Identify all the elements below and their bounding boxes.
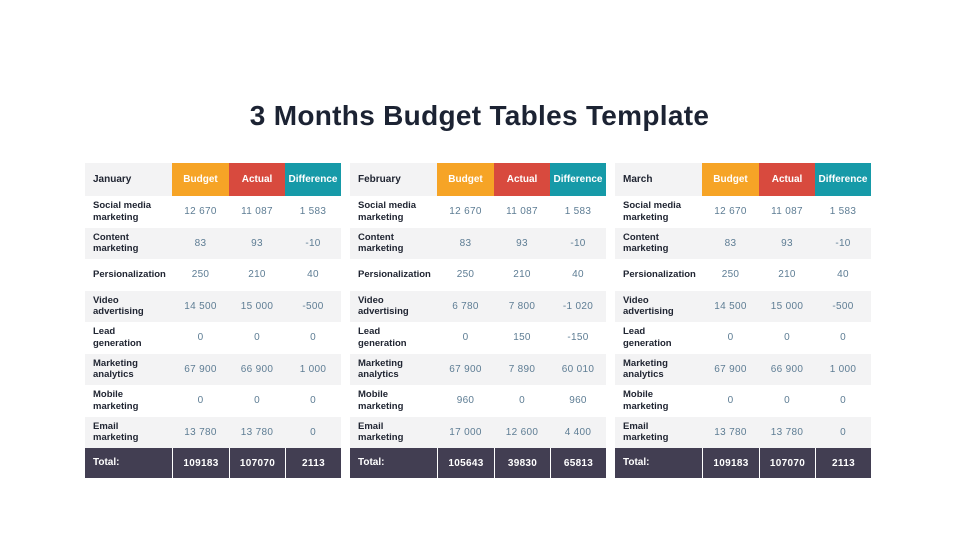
row-value: 4 400 (564, 426, 592, 438)
table-row (350, 417, 606, 449)
row-value: 250 (191, 269, 210, 281)
row-value: 7 890 (508, 363, 536, 375)
row-value: 0 (462, 332, 469, 344)
row-value: 83 (459, 237, 472, 249)
table-row (615, 354, 871, 386)
row-value: 0 (310, 395, 316, 407)
total-budget-value: 109183 (172, 448, 229, 478)
month-header-january: January (85, 163, 172, 196)
row-value: 13 780 (714, 426, 747, 438)
row-value: 15 000 (240, 300, 274, 312)
row-value: 7 800 (508, 300, 536, 312)
row-value: 83 (724, 237, 737, 249)
row-value: 1 000 (829, 363, 857, 375)
row-value: 67 900 (184, 363, 217, 375)
table-row (615, 196, 871, 228)
row-value: 1 583 (564, 206, 592, 218)
row-value: 14 500 (184, 300, 217, 312)
column-header-difference: Difference (285, 163, 341, 196)
row-value: 66 900 (770, 363, 804, 375)
row-value: 0 (840, 426, 846, 438)
row-label: Marketing analytics (358, 357, 403, 381)
table-row (85, 259, 341, 291)
row-value: 250 (721, 269, 740, 281)
row-label: Mobile marketing (358, 389, 404, 412)
row-value: 13 780 (184, 426, 217, 438)
column-header-actual: Actual (494, 163, 550, 196)
row-value: 0 (254, 332, 260, 344)
row-value: 17 000 (449, 426, 482, 438)
row-value: 11 087 (241, 206, 273, 218)
row-value: 93 (516, 237, 528, 249)
row-value: 0 (310, 332, 316, 344)
row-label: Email marketing (358, 420, 404, 444)
column-header-budget: Budget (702, 163, 759, 196)
total-difference-value: 2113 (815, 448, 871, 478)
row-value: 67 900 (714, 363, 747, 375)
row-value: 11 087 (771, 206, 803, 218)
table-row (615, 385, 871, 417)
row-value: 0 (197, 332, 204, 344)
row-value: 960 (456, 395, 475, 407)
row-value: -500 (302, 300, 324, 312)
total-budget-value: 109183 (702, 448, 759, 478)
column-header-actual: Actual (229, 163, 285, 196)
column-header-difference: Difference (815, 163, 871, 196)
row-value: 12 670 (714, 206, 747, 218)
row-value: 40 (572, 269, 584, 281)
row-value: 210 (778, 269, 796, 281)
row-label: Persionalization (623, 269, 696, 281)
table-row (85, 417, 341, 449)
row-value: 83 (194, 237, 207, 249)
month-header-february: February (350, 163, 437, 196)
row-value: -10 (835, 237, 851, 249)
row-label: Persionalization (358, 269, 431, 281)
page-title: 3 Months Budget Tables Template (249, 100, 710, 131)
table-row (350, 291, 606, 323)
table-body (615, 196, 871, 448)
table-body (85, 196, 341, 448)
row-label: Email marketing (623, 420, 669, 444)
table-row (350, 228, 606, 260)
row-value: 250 (456, 269, 475, 281)
table-row (85, 291, 341, 323)
row-value: 14 500 (714, 300, 747, 312)
table-row (85, 385, 341, 417)
column-header-actual: Actual (759, 163, 815, 196)
row-value: 960 (569, 395, 587, 407)
row-label: Marketing analytics (93, 357, 138, 381)
row-value: 210 (513, 269, 531, 281)
budget-table-march (615, 163, 871, 478)
row-value: -150 (567, 332, 589, 344)
row-value: 67 900 (449, 363, 482, 375)
total-label: Total: (358, 457, 385, 468)
total-actual-value: 107070 (759, 448, 815, 478)
row-value: 0 (254, 395, 260, 407)
row-value: 1 000 (299, 363, 327, 375)
table-row (615, 228, 871, 260)
row-label: Social media marketing (93, 200, 152, 223)
total-label: Total: (623, 457, 650, 468)
table-row (350, 354, 606, 386)
row-value: 1 583 (829, 206, 857, 218)
row-label: Email marketing (93, 420, 139, 444)
row-value: -500 (832, 300, 854, 312)
row-value: 93 (781, 237, 793, 249)
row-value: 93 (251, 237, 263, 249)
table-body (350, 196, 606, 448)
total-budget-value: 105643 (437, 448, 494, 478)
row-value: 0 (784, 332, 790, 344)
table-row (615, 259, 871, 291)
row-label: Mobile marketing (93, 389, 139, 412)
budget-table-january (85, 163, 341, 478)
row-value: 15 000 (770, 300, 804, 312)
row-label: Lead generation (93, 326, 142, 349)
total-row (615, 448, 871, 478)
table-row (615, 291, 871, 323)
row-label: Content marketing (623, 231, 669, 255)
row-value: 0 (784, 395, 790, 407)
total-label: Total: (93, 457, 120, 468)
row-value: -1 020 (562, 300, 594, 312)
row-value: 13 780 (770, 426, 804, 438)
row-value: 0 (519, 395, 525, 407)
row-value: -10 (570, 237, 586, 249)
row-label: Mobile marketing (623, 389, 669, 412)
row-value: 60 010 (561, 363, 595, 375)
total-row (85, 448, 341, 478)
row-value: 13 780 (240, 426, 274, 438)
row-value: 0 (727, 395, 734, 407)
table-row (350, 259, 606, 291)
total-actual-value: 39830 (494, 448, 550, 478)
row-label: Persionalization (93, 269, 166, 281)
table-row (350, 196, 606, 228)
table-header-row (85, 163, 341, 196)
row-label: Video advertising (93, 294, 144, 318)
row-value: 150 (513, 332, 531, 344)
tables-container (85, 163, 871, 478)
row-label: Video advertising (358, 294, 409, 318)
row-label: Marketing analytics (623, 357, 668, 381)
table-row (615, 417, 871, 449)
row-label: Social media marketing (623, 200, 682, 223)
row-value: 1 583 (299, 206, 327, 218)
row-value: 0 (727, 332, 734, 344)
table-row (85, 228, 341, 260)
row-value: 40 (307, 269, 319, 281)
row-value: 11 087 (506, 206, 538, 218)
row-label: Lead generation (358, 326, 407, 349)
table-row (85, 196, 341, 228)
month-header-march: March (615, 163, 702, 196)
budget-table-february (350, 163, 606, 478)
row-label: Video advertising (623, 294, 674, 318)
table-row (85, 354, 341, 386)
row-value: 12 670 (184, 206, 217, 218)
row-value: 0 (840, 332, 846, 344)
total-actual-value: 107070 (229, 448, 285, 478)
column-header-budget: Budget (172, 163, 229, 196)
row-label: Content marketing (93, 231, 139, 255)
table-row (615, 322, 871, 354)
row-value: 12 600 (505, 426, 539, 438)
row-label: Social media marketing (358, 200, 417, 223)
total-row (350, 448, 606, 478)
row-value: -10 (305, 237, 321, 249)
column-header-difference: Difference (550, 163, 606, 196)
column-header-budget: Budget (437, 163, 494, 196)
row-value: 6 780 (452, 300, 479, 312)
table-header-row (615, 163, 871, 196)
row-value: 0 (840, 395, 846, 407)
row-value: 66 900 (240, 363, 274, 375)
table-row (85, 322, 341, 354)
row-value: 210 (248, 269, 266, 281)
total-difference-value: 65813 (550, 448, 606, 478)
row-value: 40 (837, 269, 849, 281)
table-header-row (350, 163, 606, 196)
row-value: 0 (197, 395, 204, 407)
row-value: 12 670 (449, 206, 482, 218)
row-label: Lead generation (623, 326, 672, 349)
total-difference-value: 2113 (285, 448, 341, 478)
table-row (350, 385, 606, 417)
row-value: 0 (310, 426, 316, 438)
row-label: Content marketing (358, 231, 404, 255)
table-row (350, 322, 606, 354)
